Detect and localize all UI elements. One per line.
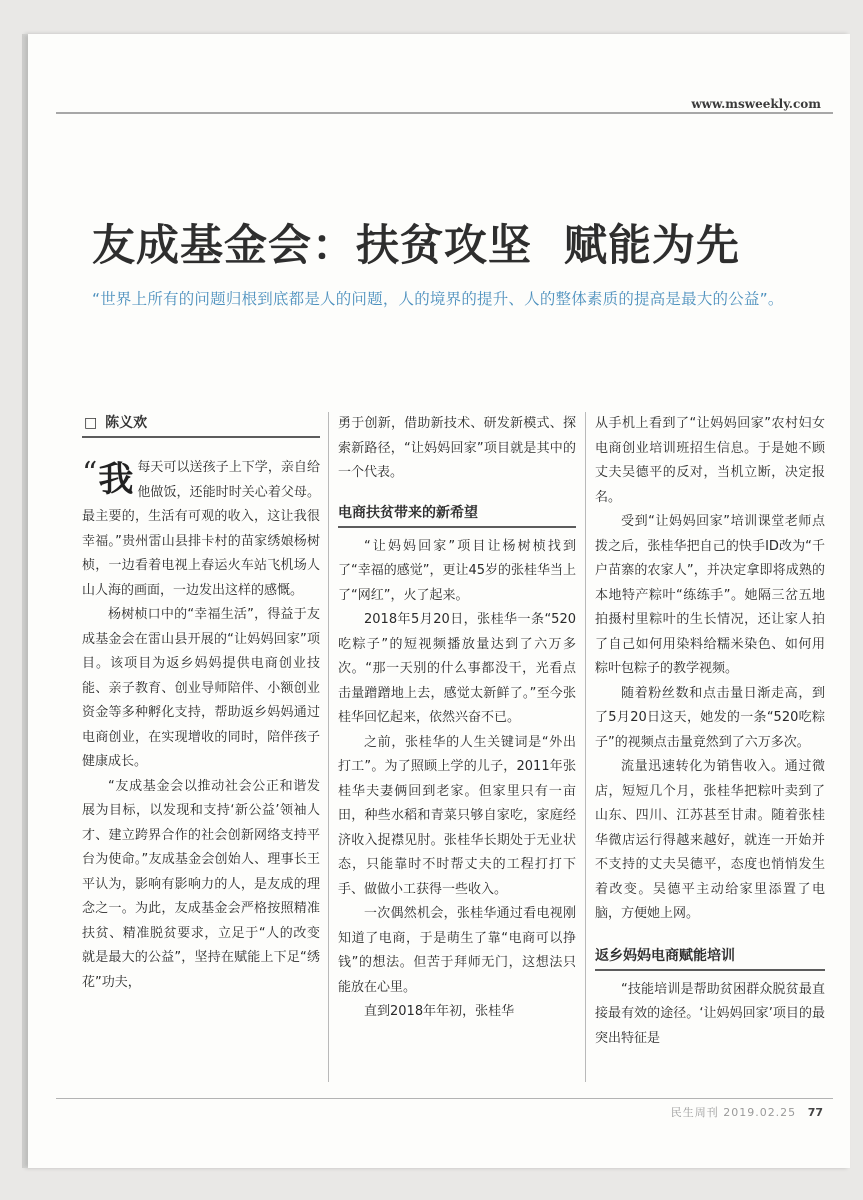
paragraph: “友成基金会以推动社会公正和谐发展为目标，以发现和支持‘新公益’领袖人才、建立跨界合作的社会创新网络支持平台为使命。”友成基金会创始人、理事长王平认为，影响有影响力的人，是友成的理念之一。为此，友成基金会严格按照精准扶贫、精准脱贫要求，立足于“人的改变就是最大的公益”，坚持在赋能上下足“绣花”功夫， (82, 778, 320, 990)
column-divider (328, 412, 329, 1082)
column-2 (338, 412, 576, 1084)
paragraph: 受到“让妈妈回家”培训课堂老师点拨之后，张桂华把自己的快手ID改为“千户苗寨的农家人”，并决定拿即将成熟的本地特产粽叶“练练手”。她隔三岔五地拍摄村里粽叶的生长情况，还让家人拍了自己如何用染料给糯米染色、如何用粽叶包粽子的教学视频。 (595, 514, 825, 676)
paragraph: 杨树桢口中的“幸福生活”，得益于友成基金会在雷山县开展的“让妈妈回家”项目。该项目为返乡妈妈提供电商创业技能、亲子教育、创业导师陪伴、小额创业资金等多种孵化支持，帮助返乡妈妈通过电商创业，在实现增收的同时，陪伴孩子健康成长。 (82, 607, 320, 769)
paragraph: 2018年5月20日，张桂华一条“520吃粽子”的短视频播放量达到了六万多次。“那一天别的什么事都没干，光看点击量蹭蹭地上去，感觉太新鲜了。”至今张桂华回忆起来，依然兴奋不已。 (338, 612, 576, 725)
pull-quote: “世界上所有的问题归根到底都是人的问题，人的境界的提升、人的整体素质的提高是最大的公益”。 (92, 290, 784, 308)
column-3 (595, 412, 825, 1084)
lead-paragraph-text: 每天可以送孩子上下学，亲自给他做饭，还能时时关心着父母。最主要的，生活有可观的收入，这让我很幸福。”贵州雷山县排卡村的苗家绣娘杨树桢，一边看着电视上春运火车站飞机场人山人海的画面，一边发出这样的感慨。 (82, 460, 320, 598)
byline-box-icon: □ (84, 415, 98, 431)
page-footer (671, 1104, 823, 1120)
column-1 (82, 412, 320, 1084)
paragraph: “技能培训是帮助贫困群众脱贫最直接最有效的途径。‘让妈妈回家’项目的最突出特征是 (595, 981, 825, 1046)
section-heading: 电商扶贫带来的新希望 (338, 500, 576, 528)
article-columns (82, 412, 826, 1084)
open-quote-mark: “ (82, 456, 98, 491)
page-number: 77 (807, 1106, 823, 1119)
author-name: 陈义欢 (105, 415, 148, 431)
column-divider (585, 412, 586, 1082)
paragraph: 直到2018年年初，张桂华 (364, 1004, 515, 1019)
footer-rule (56, 1098, 833, 1099)
lead-paragraph (82, 456, 320, 603)
byline (82, 412, 320, 438)
header-rule (56, 112, 833, 114)
paragraph: 随着粉丝数和点击量日渐走高，到了5月20日这天，她发的一条“520吃粽子”的视频点击量竟然到了六万多次。 (595, 685, 825, 750)
paragraph: 一次偶然机会，张桂华通过看电视刚知道了电商，于是萌生了靠“电商可以挣钱”的想法。但苦于拜师无门，这想法只能放在心里。 (338, 906, 576, 995)
site-url: www.msweekly.com (691, 97, 821, 111)
paragraph: 之前，张桂华的人生关键词是“外出打工”。为了照顾上学的儿子，2011年张桂华夫妻俩回到老家。但家里只有一亩田，种些水稻和青菜只够自家吃，家庭经济收入捉襟见肘。张桂华长期处于无业状态，只能靠时不时帮丈夫的工程打打下手、做做小工获得一些收入。 (338, 734, 576, 897)
issue-info: 民生周刊 2019.02.25 (670, 1106, 797, 1119)
paragraph: “让妈妈回家”项目让杨树桢找到了“幸福的感觉”，更让45岁的张桂华当上了“网红”，火了起来。 (338, 538, 576, 603)
paragraph: 从手机上看到了“让妈妈回家”农村妇女电商创业培训班招生信息。于是她不顾丈夫吴德平的反对，当机立断，决定报名。 (595, 416, 825, 505)
drop-cap: 我 (98, 460, 134, 500)
paragraph: 勇于创新，借助新技术、研发新模式、探索新路径，“让妈妈回家”项目就是其中的一个代表。 (338, 416, 576, 480)
section-heading: 返乡妈妈电商赋能培训 (595, 943, 825, 971)
article-title: 友成基金会：扶贫攻坚 赋能为先 (92, 221, 740, 271)
paragraph: 流量迅速转化为销售收入。通过微店，短短几个月，张桂华把粽叶卖到了山东、四川、江苏甚至甘肃。随着张桂华微店运行得越来越好，就连一开始并不支持的丈夫吴德平，态度也悄悄发生着改变。吴德平主动给家里添置了电脑，方便她上网。 (595, 759, 825, 921)
